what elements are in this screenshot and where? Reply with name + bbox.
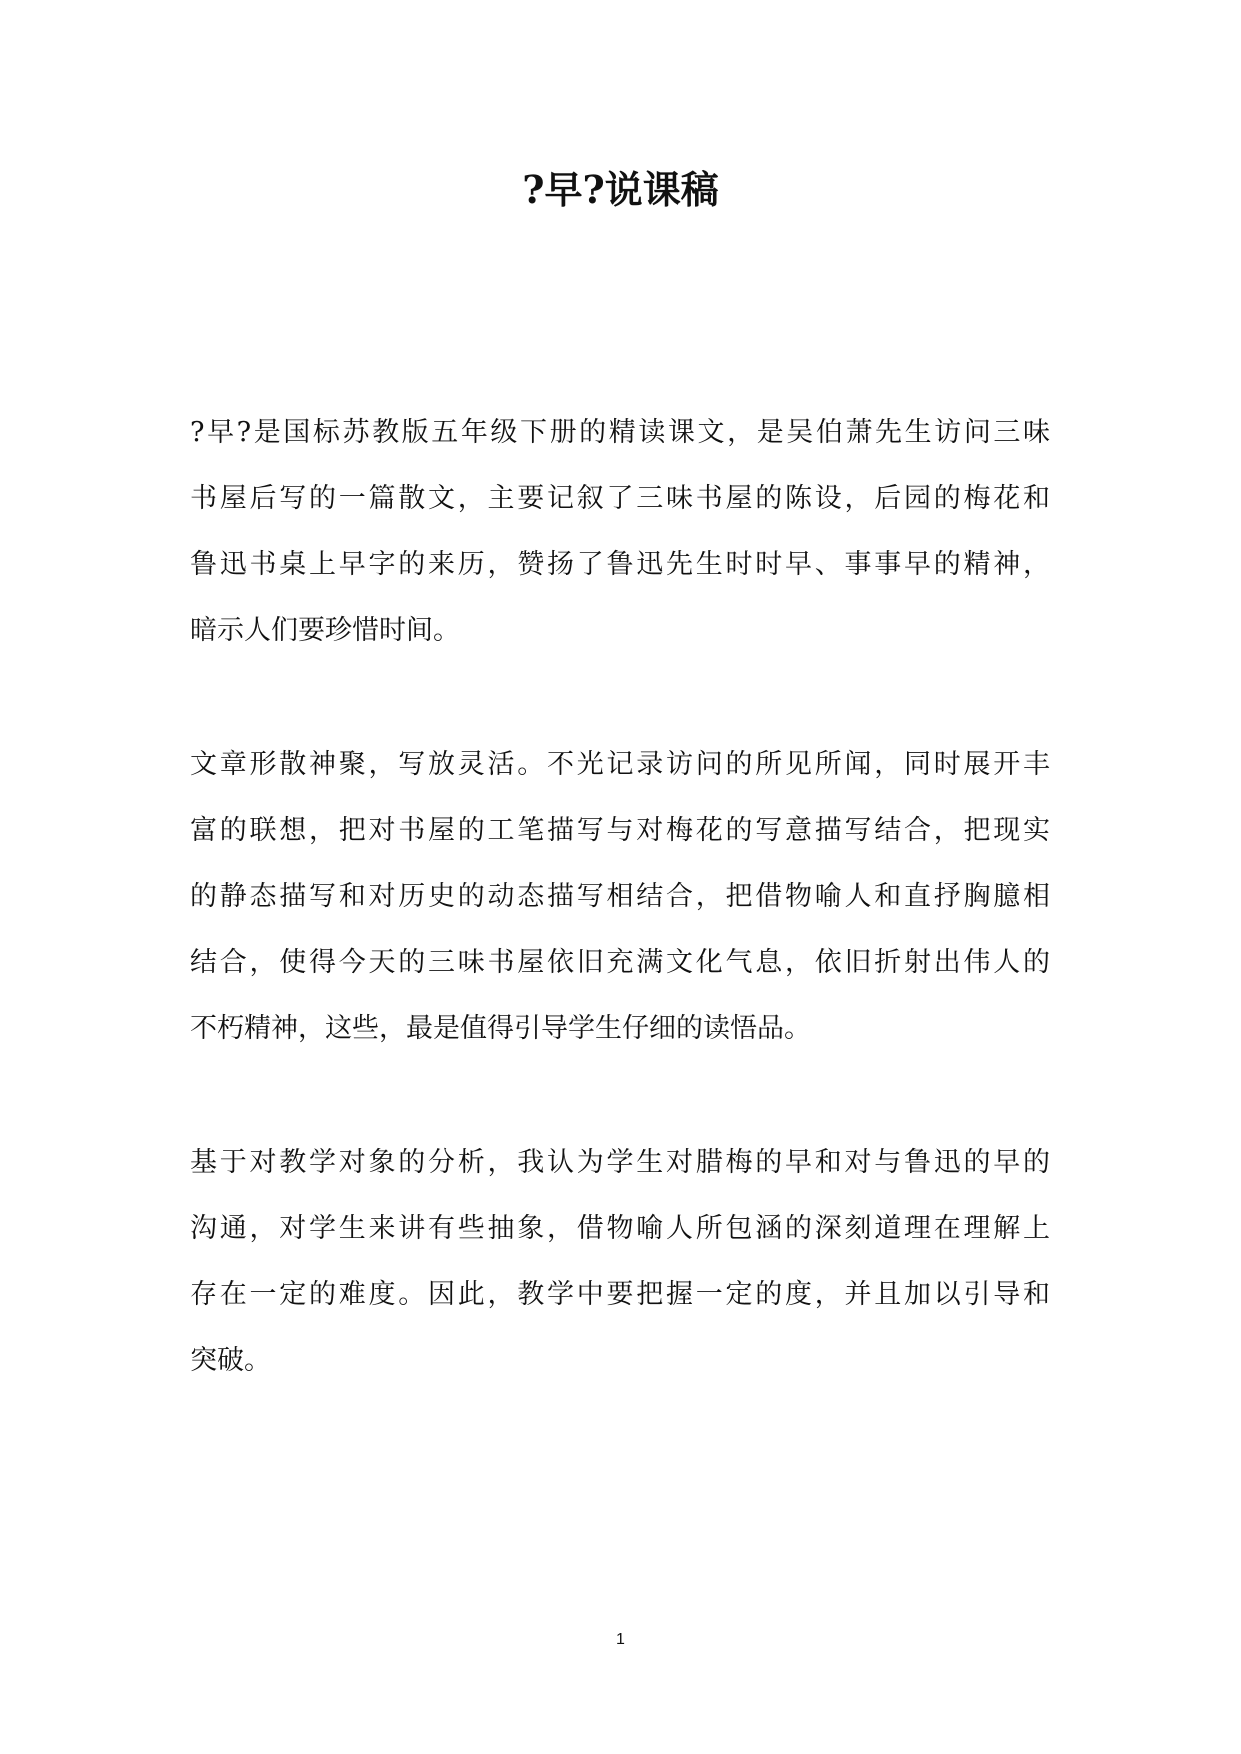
text-line: 的静态描写和对历史的动态描写相结合，把借物喻人和直抒胸臆相 xyxy=(190,881,1050,912)
text-line: ?早?是国标苏教版五年级下册的精读课文，是吴伯萧先生访问三味 xyxy=(190,417,1050,448)
text-line: 书屋后写的一篇散文，主要记叙了三味书屋的陈设，后园的梅花和 xyxy=(190,483,1050,514)
page-number: 1 xyxy=(616,1631,625,1648)
text-line: 不朽精神，这些，最是值得引导学生仔细的读悟品。 xyxy=(190,1013,811,1044)
text-line: 鲁迅书桌上早字的来历，赞扬了鲁迅先生时时早、事事早的精神， xyxy=(190,549,1050,580)
text-line: 突破。 xyxy=(190,1345,271,1376)
paragraph-2 xyxy=(190,732,1050,1062)
text-line: 沟通，对学生来讲有些抽象，借物喻人所包涵的深刻道理在理解上 xyxy=(190,1213,1050,1244)
document-body xyxy=(190,400,1050,1462)
paragraph-3 xyxy=(190,1130,1050,1394)
text-line: 暗示人们要珍惜时间。 xyxy=(190,615,460,646)
text-line: 富的联想，把对书屋的工笔描写与对梅花的写意描写结合，把现实 xyxy=(190,815,1050,846)
text-line: 文章形散神聚，写放灵活。不光记录访问的所见所闻，同时展开丰 xyxy=(190,749,1050,780)
text-line: 存在一定的难度。因此，教学中要把握一定的度，并且加以引导和 xyxy=(190,1279,1050,1310)
text-line: 结合，使得今天的三味书屋依旧充满文化气息，依旧折射出伟人的 xyxy=(190,947,1050,978)
document-title: ?早?说课稿 xyxy=(522,167,719,212)
text-line: 基于对教学对象的分析，我认为学生对腊梅的早和对与鲁迅的早的 xyxy=(190,1147,1050,1178)
paragraph-1 xyxy=(190,400,1050,664)
